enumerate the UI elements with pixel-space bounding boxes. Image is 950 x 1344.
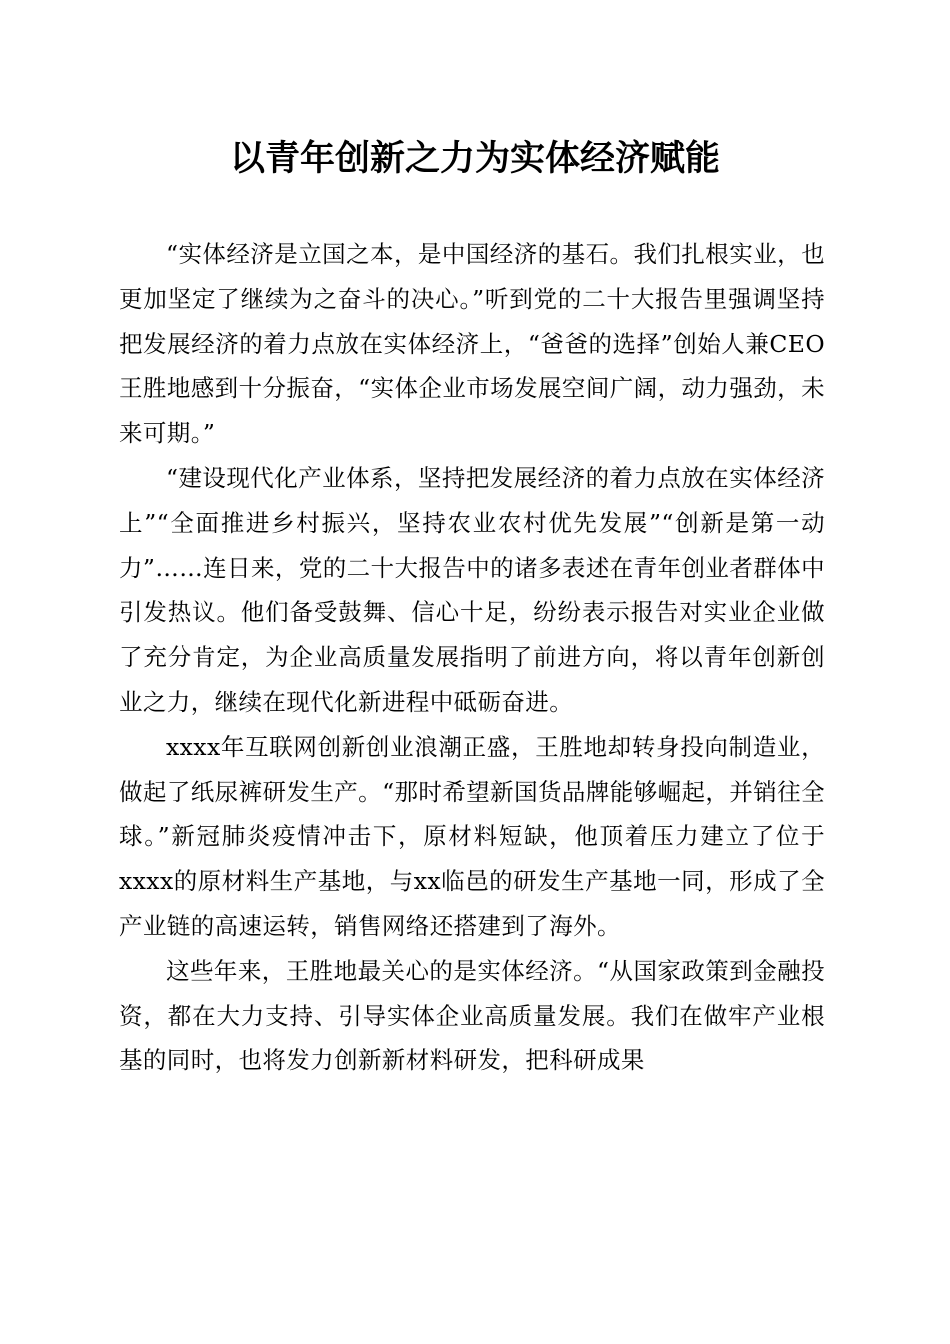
document-title: 以青年创新之力为实体经济赋能: [229, 138, 720, 179]
paragraph-3: xxxx年互联网创新创业浪潮正盛，王胜地却转身投向制造业，做起了纸尿裤研发生产。“那时希望新国货品牌能够崛起，并销往全球。”新冠肺炎疫情冲击下，原材料短缺，他顶着压力建立了位于xxxx的原材料生产基地，与xx临邑的研发生产基地一同，形成了全产业链的高速运转，销售网络还搭建到了海外。: [119, 732, 825, 940]
document-body: [119, 232, 825, 1083]
paragraph-4: 这些年来，王胜地最关心的是实体经济。“从国家政策到金融投资，都在大力支持、引导实体企业高质量发展。我们在做牢产业根基的同时，也将发力创新新材料研发，把科研成果: [119, 956, 825, 1075]
paragraph-2: “建设现代化产业体系，坚持把发展经济的着力点放在实体经济上”“全面推进乡村振兴，坚持农业农村优先发展”“创新是第一动力”……连日来，党的二十大报告中的诸多表述在青年创业者群体中引发热议。他们备受鼓舞、信心十足，纷纷表示报告对实业企业做了充分肯定，为企业高质量发展指明了前进方向，将以青年创新创业之力，继续在现代化新进程中砥砺奋进。: [119, 463, 825, 716]
paragraph-1: “实体经济是立国之本，是中国经济的基石。我们扎根实业，也更加坚定了继续为之奋斗的决心。”听到党的二十大报告里强调坚持把发展经济的着力点放在实体经济上，“爸爸的选择”创始人兼CEO王胜地感到十分振奋，“实体企业市场发展空间广阔，动力强劲，未来可期。”: [119, 240, 825, 448]
